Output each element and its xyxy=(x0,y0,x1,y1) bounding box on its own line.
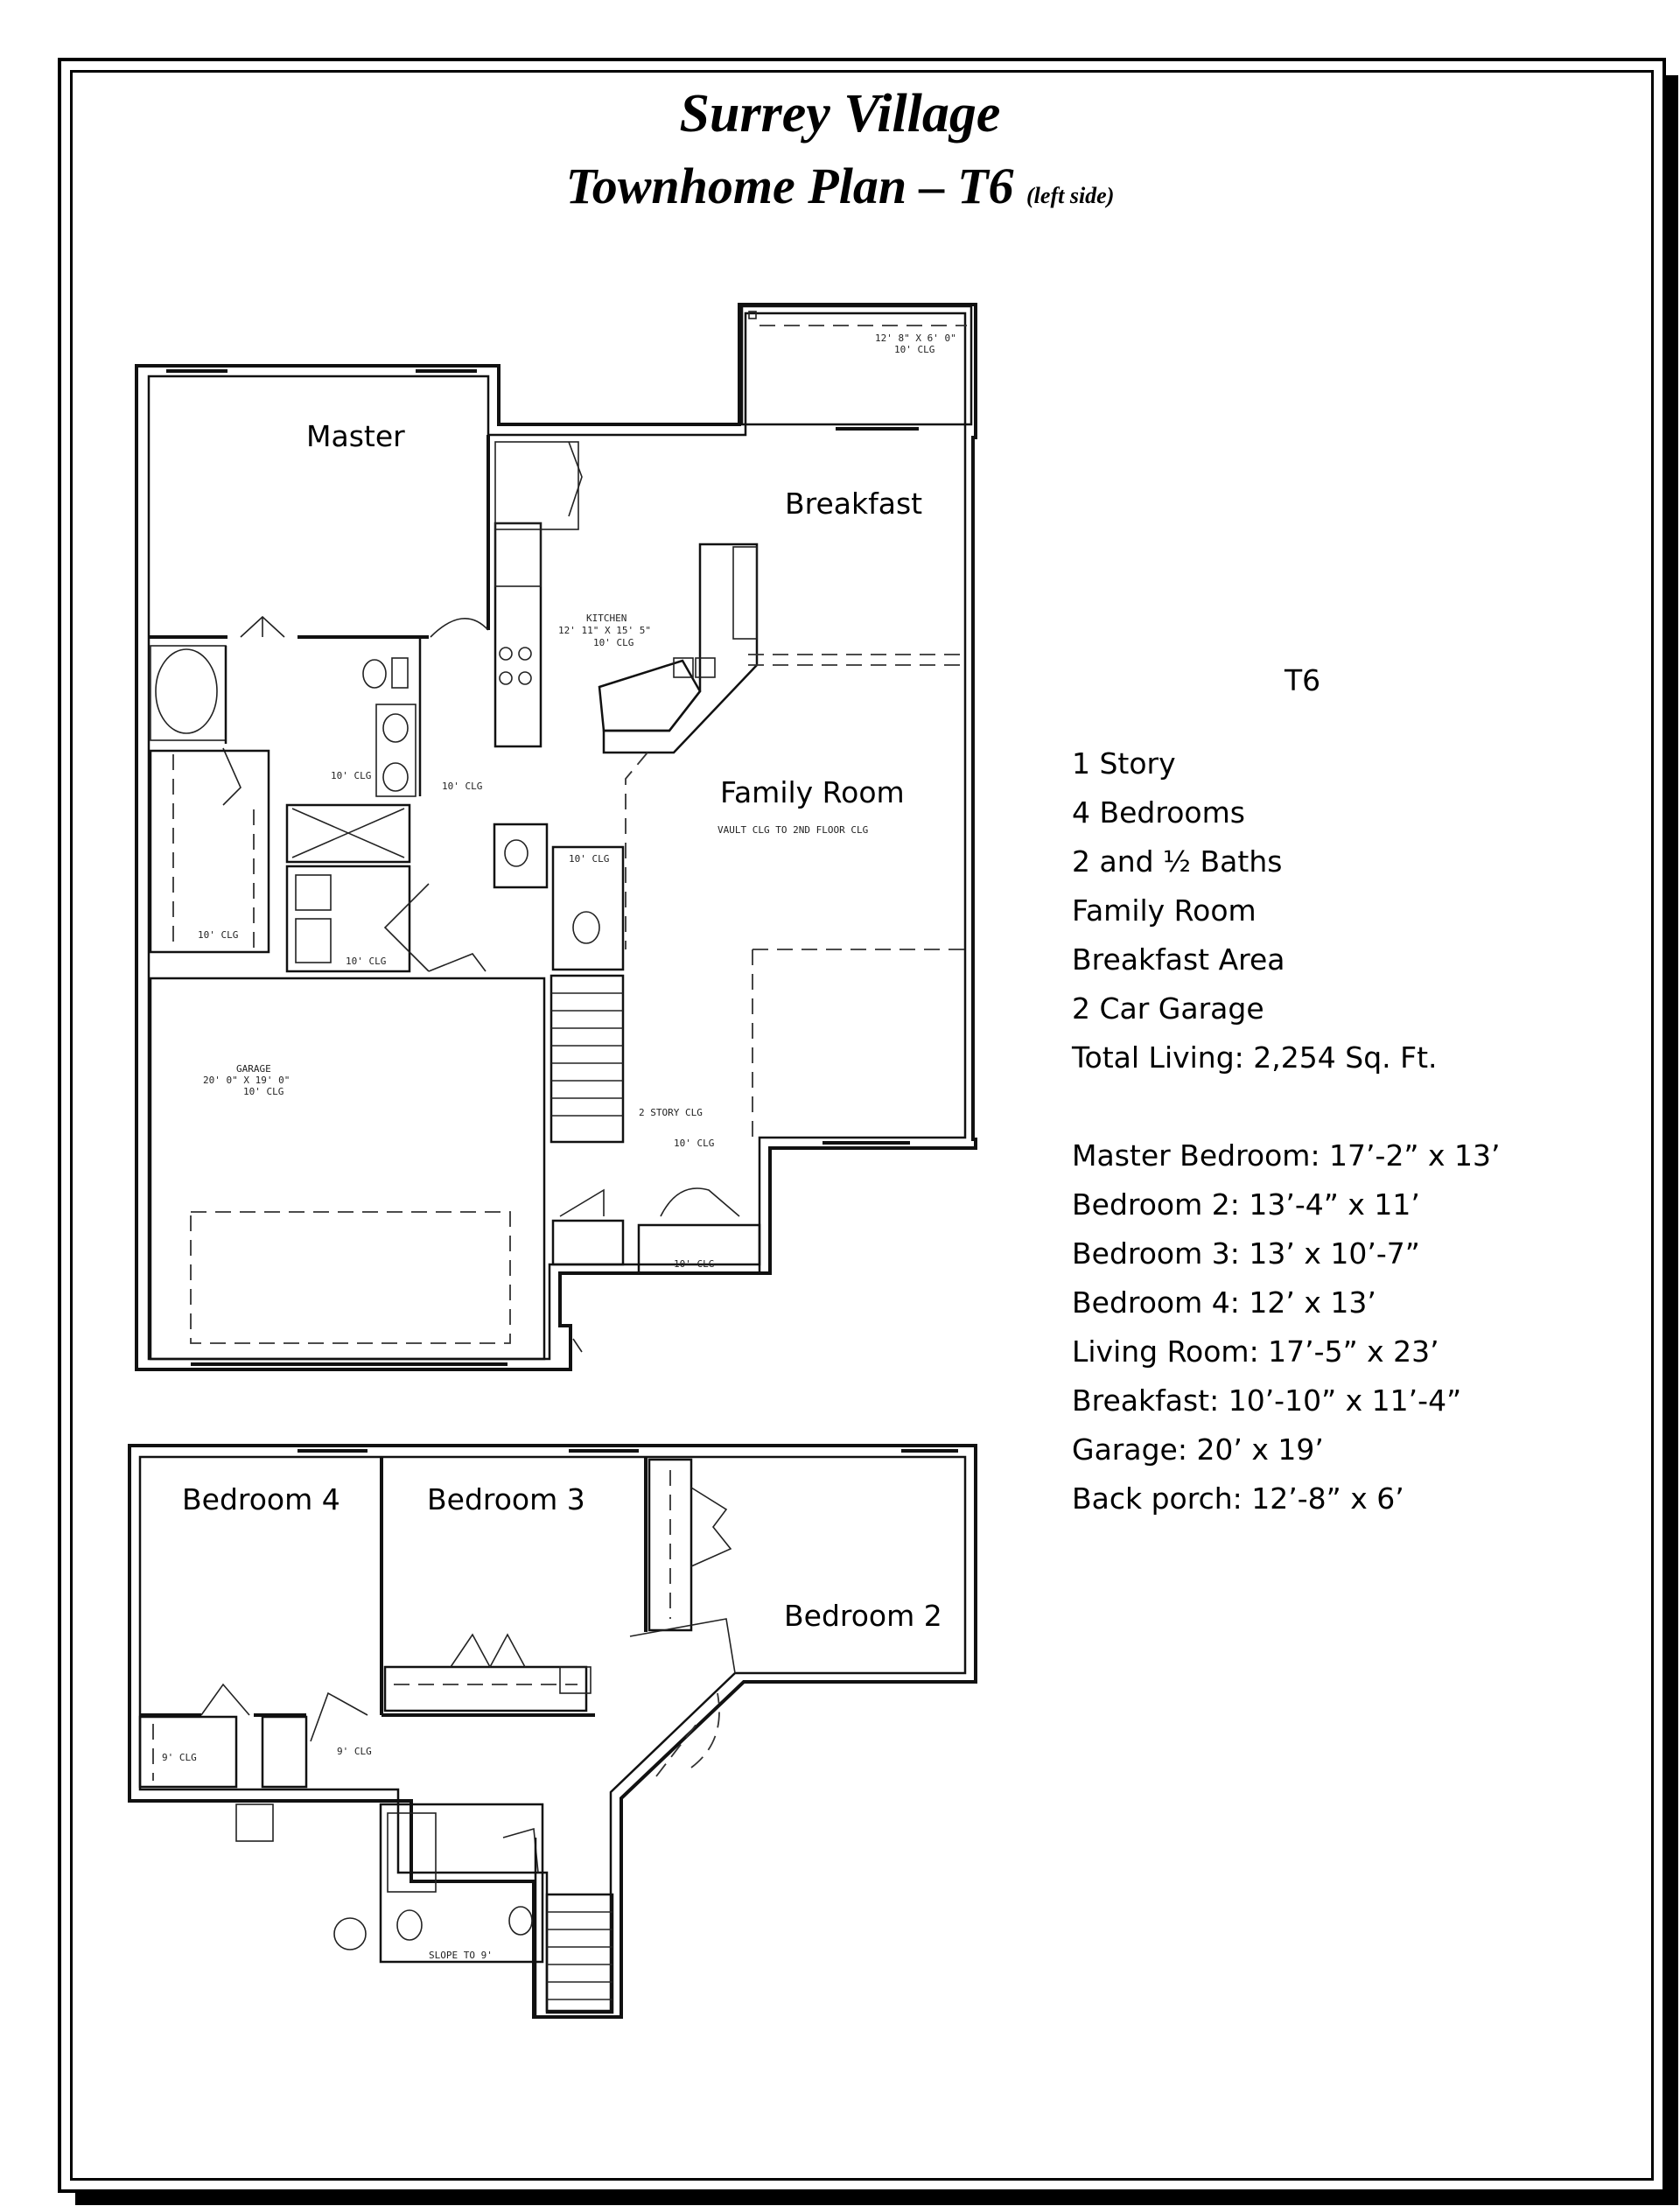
garage-door-arc xyxy=(429,954,486,971)
master-closet-door xyxy=(223,748,241,805)
second-floor-outer-wall xyxy=(130,1446,976,2017)
foyer-clg: 10' CLG xyxy=(674,1138,715,1149)
first-floor-stair xyxy=(551,976,623,1142)
laundry-clg: 10' CLG xyxy=(346,956,387,967)
foyer-closet-door xyxy=(560,1190,604,1216)
feature-item: 1 Story xyxy=(1072,746,1176,781)
closet-sink xyxy=(505,840,528,866)
shower-x xyxy=(292,809,404,858)
room-label-bedroom2: Bedroom 2 xyxy=(784,1599,942,1633)
powder-clg: 10' CLG xyxy=(569,853,610,865)
bed3-closet-doors xyxy=(451,1635,525,1667)
kitchen-family-arc xyxy=(626,753,648,949)
porch-size-note: 12' 8" X 6' 0" xyxy=(875,333,956,344)
bath-door xyxy=(503,1829,538,1873)
kitchen-sink-box xyxy=(495,523,541,586)
master-entry-door xyxy=(430,619,488,637)
room-label-family: Family Room xyxy=(720,775,905,809)
master-vanity xyxy=(376,704,416,796)
room-label-bedroom4: Bedroom 4 xyxy=(182,1482,340,1516)
hose-bib xyxy=(573,1339,582,1352)
dimension-item: Garage: 20’ x 19’ xyxy=(1072,1432,1324,1467)
toilet-tank xyxy=(392,658,408,688)
master-toilet xyxy=(363,660,386,688)
hall-linen xyxy=(262,1717,306,1787)
bedroom3-closet xyxy=(385,1667,586,1711)
attic-access xyxy=(656,1693,719,1776)
front-clg: 10' CLG xyxy=(674,1258,715,1270)
feature-list xyxy=(1072,739,1614,1082)
sink-1 xyxy=(383,714,408,742)
bath-toilet xyxy=(397,1910,422,1940)
garage-label: GARAGE xyxy=(236,1063,271,1075)
room-label-master: Master xyxy=(306,419,405,453)
stair-treads-2 xyxy=(547,1912,612,1999)
second-floor-inner-wall xyxy=(140,1457,965,2011)
garage-clg: 10' CLG xyxy=(243,1086,284,1097)
family-2story-line xyxy=(752,949,965,1138)
dimension-list xyxy=(1072,1131,1614,1523)
first-floor-outer-wall xyxy=(136,305,976,1369)
stair-2story-clg: 2 STORY CLG xyxy=(639,1107,703,1118)
water-heater xyxy=(334,1918,366,1950)
hall-clg: 10' CLG xyxy=(442,781,483,792)
dryer xyxy=(296,919,331,963)
kitchen-wall-counter xyxy=(495,523,541,746)
master-bath-clg: 10' CLG xyxy=(331,770,372,781)
family-vault-note: VAULT CLG TO 2ND FLOOR CLG xyxy=(718,824,869,836)
foyer-closet xyxy=(553,1221,623,1264)
feature-item: 4 Bedrooms xyxy=(1072,795,1245,830)
room-label-bedroom3: Bedroom 3 xyxy=(427,1482,585,1516)
closet-clg: 10' CLG xyxy=(198,929,239,941)
pantry-door xyxy=(569,442,582,516)
bath-slope-note: SLOPE TO 9' xyxy=(429,1950,493,1961)
hall-closet xyxy=(494,824,547,887)
kitchen-clg: 10' CLG xyxy=(593,637,634,648)
kitchen-size: 12' 11" X 15' 5" xyxy=(558,625,651,636)
range-burner-4 xyxy=(519,672,531,684)
bed2-closet-doors xyxy=(691,1488,731,1566)
plan-code: T6 xyxy=(1284,663,1321,697)
dimension-item: Bedroom 2: 13’-4” x 11’ xyxy=(1072,1187,1420,1222)
island-bar xyxy=(599,661,700,731)
porch-clg-note: 10' CLG xyxy=(894,344,935,355)
master-bath-doors xyxy=(241,617,284,637)
bed3-door xyxy=(311,1693,368,1741)
feature-item: 2 and ½ Baths xyxy=(1072,844,1283,879)
garage xyxy=(150,978,544,1359)
master-closet xyxy=(150,751,269,952)
room-label-breakfast: Breakfast xyxy=(785,487,923,521)
range-burner-1 xyxy=(500,648,512,660)
bed4-closet-clg: 9' CLG xyxy=(162,1752,197,1763)
stair-treads xyxy=(551,993,623,1116)
bed4-closet-door xyxy=(201,1684,249,1715)
garage-size: 20' 0" X 19' 0" xyxy=(203,1075,290,1086)
feature-item: 2 Car Garage xyxy=(1072,991,1264,1026)
range-burner-3 xyxy=(500,672,512,684)
powder-toilet xyxy=(573,912,599,943)
laundry-door xyxy=(385,884,429,971)
spacer xyxy=(1072,1082,1614,1131)
refrigerator xyxy=(733,547,757,639)
dimension-item: Bedroom 4: 12’ x 13’ xyxy=(1072,1285,1376,1320)
kitchen-label: KITCHEN xyxy=(586,613,627,624)
back-porch xyxy=(742,306,971,424)
feature-item: Breakfast Area xyxy=(1072,942,1285,977)
plan-info-panel xyxy=(1072,663,1614,1523)
bath-sink xyxy=(509,1907,532,1935)
master-tub xyxy=(156,649,217,733)
page-title: Surrey Village xyxy=(679,84,1001,144)
first-floor-plan xyxy=(136,305,976,1369)
dimension-item: Breakfast: 10’-10” x 11’-4” xyxy=(1072,1383,1462,1418)
plan-side-note: (left side) xyxy=(1026,183,1115,208)
second-floor-plan xyxy=(130,1446,976,2017)
front-door xyxy=(661,1188,739,1216)
feature-item: Family Room xyxy=(1072,893,1256,928)
dimension-item: Back porch: 12’-8” x 6’ xyxy=(1072,1481,1404,1516)
hall-clg-2: 9' CLG xyxy=(337,1746,372,1757)
plan-name: Townhome Plan – T6 xyxy=(565,158,1014,214)
range-burner-2 xyxy=(519,648,531,660)
dimension-item: Bedroom 3: 13’ x 10’-7” xyxy=(1072,1236,1420,1271)
kitchen-sink-2 xyxy=(696,658,715,677)
washer xyxy=(296,875,331,910)
feature-item: Total Living: 2,254 Sq. Ft. xyxy=(1072,1040,1438,1075)
powder-room xyxy=(553,847,623,970)
pantry xyxy=(495,442,578,529)
tub-surround xyxy=(150,646,226,740)
sink-2 xyxy=(383,763,408,791)
first-floor-inner-wall xyxy=(149,313,965,1359)
dimension-item: Living Room: 17’-5” x 23’ xyxy=(1072,1334,1439,1369)
ac-unit xyxy=(236,1804,273,1841)
dimension-item: Master Bedroom: 17’-2” x 13’ xyxy=(1072,1138,1501,1173)
garage-parking xyxy=(191,1212,510,1343)
